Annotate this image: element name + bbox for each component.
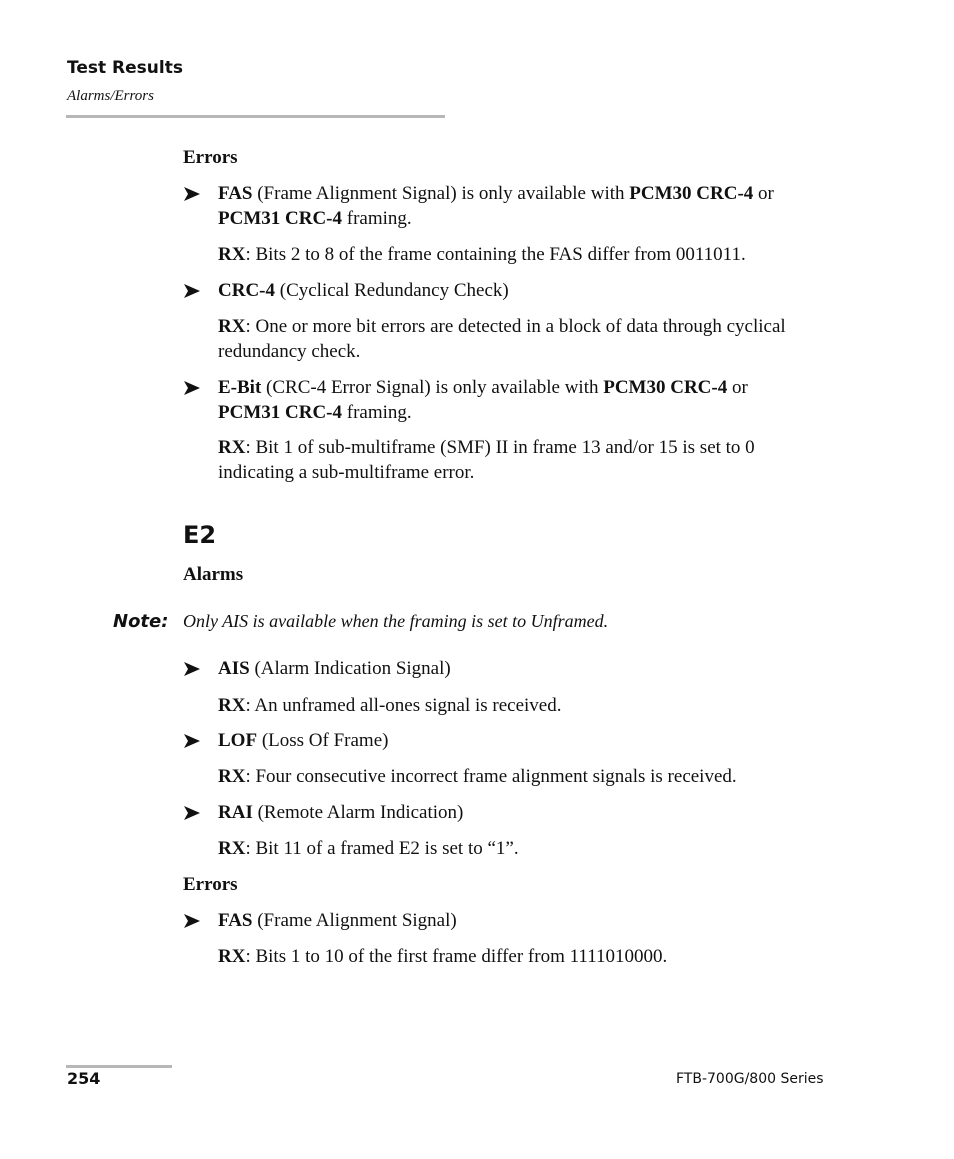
rx-text: : Bit 11 of a framed E2 is set to “1”. <box>245 838 519 859</box>
term-desc: (CRC-4 Error Signal) is only available with <box>261 377 604 398</box>
term-desc: (Loss Of Frame) <box>257 730 389 751</box>
rx-text: : Bits 2 to 8 of the frame containing the FAS differ from 0011011. <box>245 244 746 265</box>
framing-option: PCM31 CRC-4 <box>218 207 343 229</box>
header-divider <box>66 115 445 118</box>
rx-text: : Four consecutive incorrect frame alignment signals is received. <box>245 766 737 787</box>
header-section-title: Test Results <box>67 58 183 78</box>
page-number: 254 <box>67 1069 101 1088</box>
rx-label: RX <box>218 316 246 337</box>
arrowhead-bullet-icon <box>183 379 201 397</box>
rx-description <box>218 436 823 485</box>
term-ebit: E-Bit <box>218 377 262 398</box>
term-desc: or <box>753 183 774 204</box>
term-crc4: CRC-4 <box>218 280 275 301</box>
term-desc: framing. <box>342 207 412 229</box>
arrowhead-bullet-icon <box>183 732 201 750</box>
arrowhead-bullet-icon <box>183 660 201 678</box>
arrowhead-bullet-icon <box>183 185 201 203</box>
e2-errors-heading: Errors <box>183 874 238 895</box>
rx-text: : One or more bit errors are detected in a block of data through cyclical redundancy check. <box>218 316 786 362</box>
footer-divider <box>66 1065 172 1068</box>
term-ais: AIS <box>218 658 250 679</box>
term-desc: (Frame Alignment Signal) <box>252 910 457 931</box>
rx-description <box>218 315 823 364</box>
term-desc: (Remote Alarm Indication) <box>252 802 464 823</box>
rx-label: RX <box>218 838 246 859</box>
product-name: FTB-700G/800 Series <box>676 1071 824 1087</box>
e2-heading: E2 <box>183 521 217 549</box>
note-label: Note: <box>113 611 169 632</box>
rx-text: : Bit 1 of sub-multiframe (SMF) II in frame 13 and/or 15 is set to 0 indicating a sub-multiframe error. <box>218 437 755 483</box>
arrowhead-bullet-icon <box>183 804 201 822</box>
rx-description <box>218 765 823 790</box>
term-lof: LOF <box>218 730 258 751</box>
framing-option: PCM30 CRC-4 <box>629 183 754 204</box>
rx-description <box>218 694 823 719</box>
alarms-heading: Alarms <box>183 564 244 585</box>
term-desc: (Frame Alignment Signal) is only available with <box>252 183 630 204</box>
rx-label: RX <box>218 766 246 787</box>
term-fas: FAS <box>218 183 253 204</box>
arrowhead-bullet-icon <box>183 282 201 300</box>
framing-option: PCM30 CRC-4 <box>603 377 728 398</box>
rx-description <box>218 945 823 970</box>
rx-description <box>218 837 823 862</box>
rx-label: RX <box>218 946 246 967</box>
note-text: Only AIS is available when the framing is set to Unframed. <box>183 611 609 631</box>
rx-label: RX <box>218 695 246 716</box>
term-desc: (Cyclical Redundancy Check) <box>275 280 509 301</box>
rx-text: : An unframed all-ones signal is received. <box>245 695 562 716</box>
rx-label: RX <box>218 244 246 265</box>
errors-heading: Errors <box>183 147 238 168</box>
term-fas: FAS <box>218 910 253 931</box>
rx-label: RX <box>218 437 246 458</box>
rx-description <box>218 243 823 268</box>
framing-option: PCM31 CRC-4 <box>218 401 343 423</box>
term-desc: or <box>727 377 748 398</box>
term-desc: (Alarm Indication Signal) <box>249 658 451 679</box>
rx-text: : Bits 1 to 10 of the first frame differ from 1111010000. <box>245 946 668 967</box>
arrowhead-bullet-icon <box>183 912 201 930</box>
header-subtitle: Alarms/Errors <box>67 88 154 104</box>
term-desc: framing. <box>342 401 412 423</box>
term-rai: RAI <box>218 802 253 823</box>
